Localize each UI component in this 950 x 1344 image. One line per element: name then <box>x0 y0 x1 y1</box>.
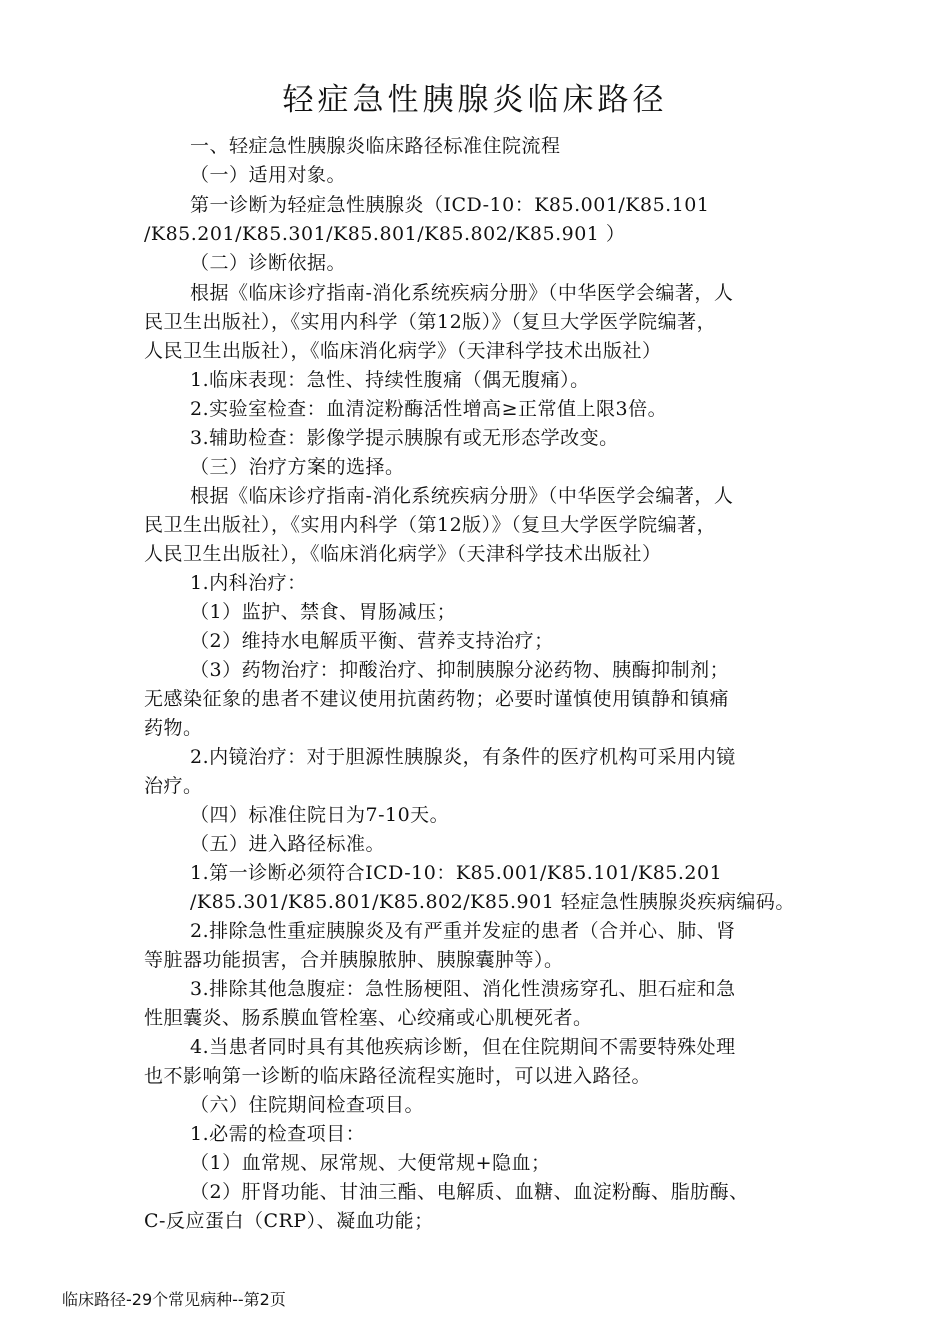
subsection-heading: （二）诊断依据。 <box>190 252 347 274</box>
list-item: 1.第一诊断必须符合ICD-10：K85.001/K85.101/K85.201 <box>190 862 723 884</box>
paragraph-line: 治疗。 <box>144 775 203 797</box>
section-heading: 一、轻症急性胰腺炎临床路径标准住院流程 <box>190 135 561 157</box>
list-item: （1）监护、禁食、胃肠减压； <box>190 601 457 623</box>
list-item: （2）维持水电解质平衡、营养支持治疗； <box>190 630 554 652</box>
subsection-heading: （四）标准住院日为7-10天。 <box>190 804 450 826</box>
list-item: （3）药物治疗：抑酸治疗、抑制胰腺分泌药物、胰酶抑制剂； <box>190 659 730 681</box>
paragraph-line: 无感染征象的患者不建议使用抗菌药物；必要时谨慎使用镇静和镇痛 <box>144 688 730 710</box>
list-item: 2.内镜治疗：对于胆源性胰腺炎，有条件的医疗机构可采用内镜 <box>190 746 736 768</box>
paragraph-line: 民卫生出版社），《实用内科学（第12版）》（复旦大学医学院编著， <box>144 514 717 536</box>
subsection-heading: （一）适用对象。 <box>190 164 347 186</box>
list-item: 2.实验室检查：血清淀粉酶活性增高≥正常值上限3倍。 <box>190 398 668 420</box>
paragraph-line: 民卫生出版社），《实用内科学（第12版）》（复旦大学医学院编著， <box>144 311 717 333</box>
list-item: 3.辅助检查：影像学提示胰腺有或无形态学改变。 <box>190 427 619 449</box>
subsection-heading: （六）住院期间检查项目。 <box>190 1094 425 1116</box>
list-item: 3.排除其他急腹症：急性肠梗阻、消化性溃疡穿孔、胆石症和急 <box>190 978 736 1000</box>
subsection-heading: （三）治疗方案的选择。 <box>190 456 405 478</box>
list-item: 1.内科治疗： <box>190 572 307 594</box>
paragraph-line: 等脏器功能损害，合并胰腺脓肿、胰腺囊肿等）。 <box>144 949 564 971</box>
paragraph-line: 根据《临床诊疗指南-消化系统疾病分册》（中华医学会编著，人 <box>190 485 734 507</box>
paragraph-line: /K85.301/K85.801/K85.802/K85.901 轻症急性胰腺炎疾病编码。 <box>190 891 795 913</box>
paragraph-line: 人民卫生出版社），《临床消化病学》（天津科学技术出版社） <box>144 543 662 565</box>
paragraph-line: 也不影响第一诊断的临床路径流程实施时，可以进入路径。 <box>144 1065 652 1087</box>
subsection-heading: （五）进入路径标准。 <box>190 833 386 855</box>
paragraph-line: 根据《临床诊疗指南-消化系统疾病分册》（中华医学会编著，人 <box>190 282 734 304</box>
paragraph-line: 第一诊断为轻症急性胰腺炎（ICD-10：K85.001/K85.101 <box>190 194 710 216</box>
paragraph-line: 药物。 <box>144 717 203 739</box>
paragraph-line: C-反应蛋白（CRP）、凝血功能； <box>144 1210 434 1232</box>
list-item: 1.必需的检查项目： <box>190 1123 366 1145</box>
list-item: 4.当患者同时具有其他疾病诊断，但在住院期间不需要特殊处理 <box>190 1036 736 1058</box>
paragraph-line: 性胆囊炎、肠系膜血管栓塞、心绞痛或心肌梗死者。 <box>144 1007 593 1029</box>
list-item: 1.临床表现：急性、持续性腹痛（偶无腹痛）。 <box>190 369 590 391</box>
list-item: （2）肝肾功能、甘油三酯、电解质、血糖、血淀粉酶、脂肪酶、 <box>190 1181 749 1203</box>
paragraph-line: 人民卫生出版社），《临床消化病学》（天津科学技术出版社） <box>144 340 662 362</box>
document-title: 轻症急性胰腺炎临床路径 <box>282 82 668 118</box>
paragraph-line: /K85.201/K85.301/K85.801/K85.802/K85.901 ） <box>144 223 626 245</box>
page-footer: 临床路径-29个常见病种--第2页 <box>62 1290 286 1309</box>
list-item: 2.排除急性重症胰腺炎及有严重并发症的患者（合并心、肺、肾 <box>190 920 736 942</box>
list-item: （1）血常规、尿常规、大便常规+隐血； <box>190 1152 551 1174</box>
